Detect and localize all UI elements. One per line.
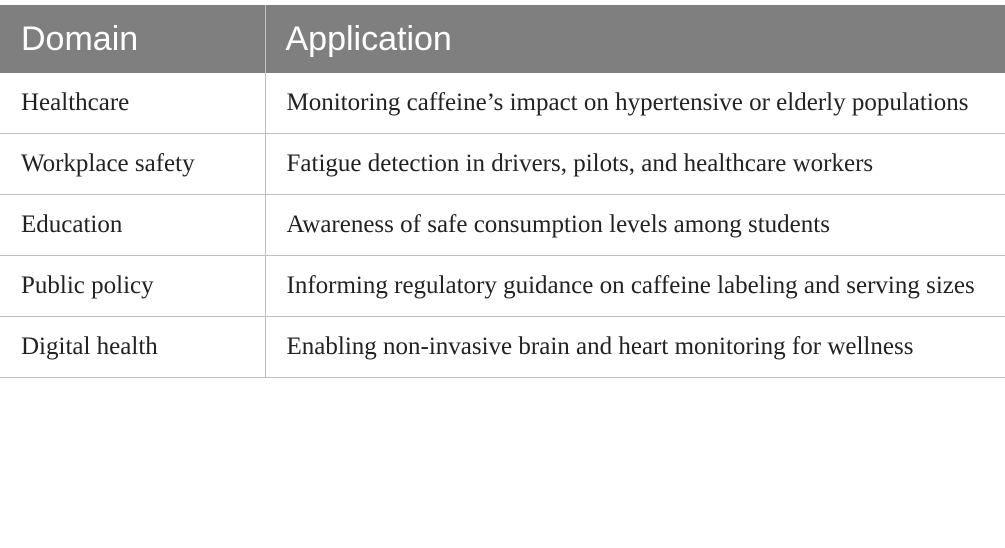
cell-domain: Education (0, 195, 265, 256)
cell-application: Monitoring caffeine’s impact on hypertensive or elderly populations (265, 73, 1005, 134)
cell-domain: Public policy (0, 256, 265, 317)
column-header-domain: Domain (0, 5, 265, 73)
domain-application-table (0, 5, 1005, 378)
cell-domain: Digital health (0, 317, 265, 378)
table-header-row (0, 5, 1005, 73)
cell-domain: Healthcare (0, 73, 265, 134)
table-row (0, 73, 1005, 134)
cell-application: Enabling non-invasive brain and heart monitoring for wellness (265, 317, 1005, 378)
table-row (0, 195, 1005, 256)
cell-application: Fatigue detection in drivers, pilots, and healthcare workers (265, 134, 1005, 195)
cell-application: Informing regulatory guidance on caffeine labeling and serving sizes (265, 256, 1005, 317)
table-row (0, 317, 1005, 378)
column-header-application: Application (265, 5, 1005, 73)
cell-domain: Workplace safety (0, 134, 265, 195)
table-row (0, 256, 1005, 317)
table-row (0, 134, 1005, 195)
cell-application: Awareness of safe consumption levels among students (265, 195, 1005, 256)
domain-application-table-container (0, 5, 1005, 378)
